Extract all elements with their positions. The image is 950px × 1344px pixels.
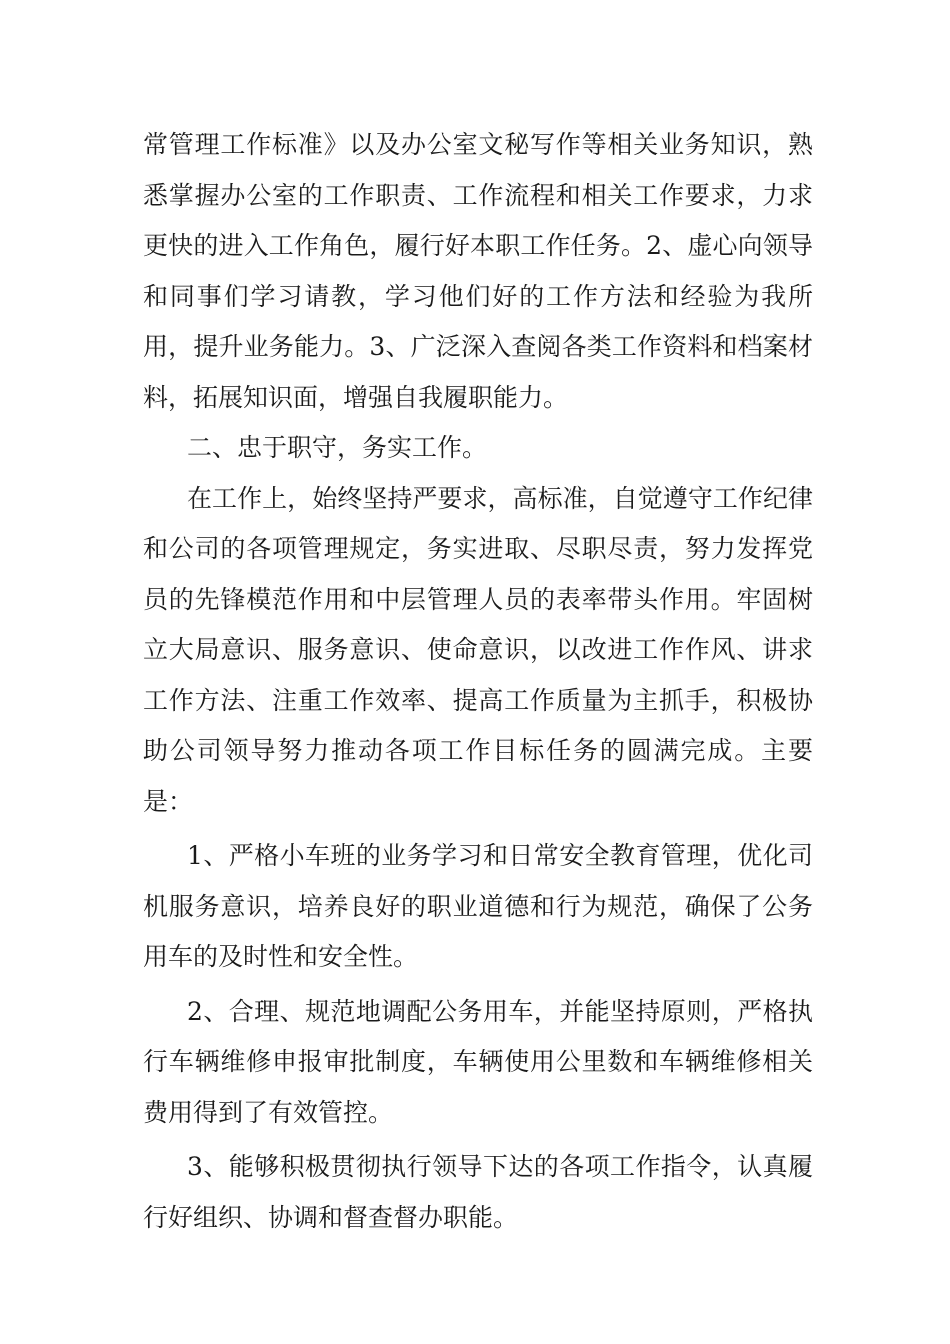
list-item-1: 1、严格小车班的业务学习和日常安全教育管理，优化司机服务意识，培养良好的职业道德和行为规范，确保了公务用车的及时性和安全性。 (143, 841, 813, 971)
list-item-3: 3、能够积极贯彻执行领导下达的各项工作指令，认真履行好组织、协调和督查督办职能。 (143, 1152, 813, 1232)
paragraph-continuation: 常管理工作标准》以及办公室文秘写作等相关业务知识，熟悉掌握办公室的工作职责、工作流程和相关工作要求，力求更快的进入工作角色，履行好本职工作任务。2、虚心向领导和同事们学习请教，学习他们好的工作方法和经验为我所用，提升业务能力。3、广泛深入查阅各类工作资料和档案材料，拓展知识面，增强自我履职能力。 (143, 130, 813, 412)
list-item-2: 2、合理、规范地调配公务用车，并能坚持原则，严格执行车辆维修申报审批制度，车辆使用公里数和车辆维修相关费用得到了有效管控。 (143, 996, 813, 1127)
section-heading: 二、忠于职守，务实工作。 (187, 433, 488, 462)
document-body (143, 120, 813, 1243)
paragraph-work-attitude: 在工作上，始终坚持严要求，高标准，自觉遵守工作纪律和公司的各项管理规定，务实进取、尽职尽责，努力发挥党员的先锋模范作用和中层管理人员的表率带头作用。牢固树立大局意识、服务意识、使命意识，以改进工作作风、讲求工作方法、注重工作效率、提高工作质量为主抓手，积极协助公司领导努力推动各项工作目标任务的圆满完成。主要是： (143, 483, 813, 816)
